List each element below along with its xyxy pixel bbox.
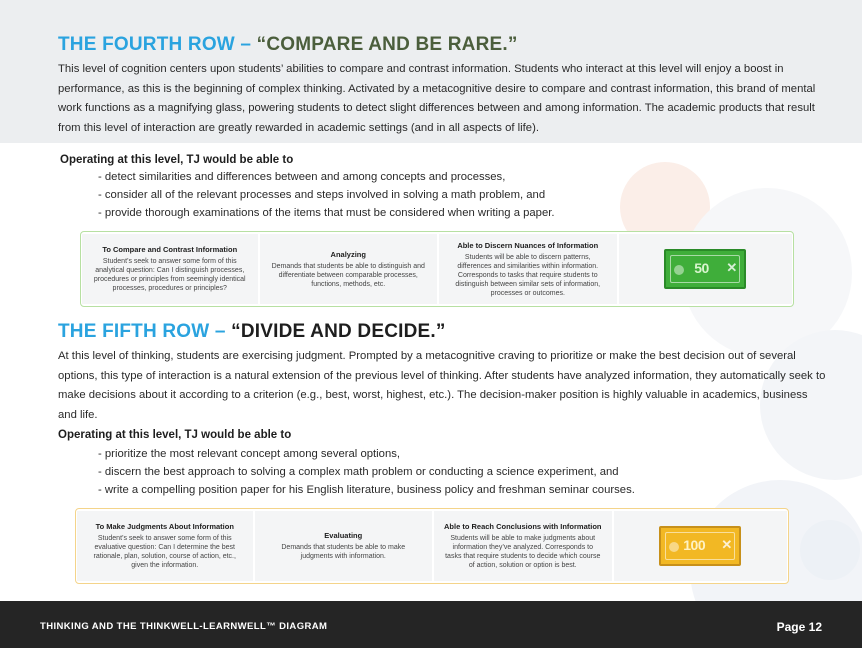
fourth-row-heading-label: THE FOURTH ROW – (58, 34, 257, 55)
table-cell-bill (614, 511, 788, 581)
table-cell (255, 511, 433, 581)
fourth-row-paragraph: This level of cognition centers upon students’ abilities to compare and contrast information. Students who interact at this level will enjoy a boost in performance, as this is the beginning of complex thinking. Activated by a metacognitive desire to compare and contrast information, this brand of mental work functions as a magnifying glass, powering students to detect slight differences between and among information. The academic products that result from this level of interaction are greatly rewarded in academic settings (and in all aspects of life). (58, 63, 816, 134)
cell-title: To Compare and Contrast Information (102, 245, 238, 254)
fifth-bullet-list (98, 445, 635, 499)
table-cell (260, 234, 438, 304)
table-cell (439, 234, 617, 304)
bill-mark-icon: ✕ (721, 537, 733, 552)
bill-value: 50 (694, 260, 709, 276)
footer-title: THINKING AND THE THINKWELL-LEARNWELL™ DIAGRAM (40, 621, 328, 632)
hundred-dollar-bill-icon (659, 526, 741, 566)
cell-title: Able to Reach Conclusions with Information (444, 522, 602, 531)
fourth-row-heading (58, 34, 518, 56)
table-cell (434, 511, 612, 581)
fifth-row-table (75, 508, 789, 584)
cell-title: Able to Discern Nuances of Information (457, 240, 599, 250)
cell-title: Evaluating (324, 531, 363, 540)
cell-title: To Make Judgments About Information (95, 522, 234, 531)
list-item: - consider all of the relevant processes and steps involved in solving a math problem, and (98, 189, 546, 201)
cell-body: Students will be able to discern patterns, differences and similarities within information. Corresponds to tasks that require students to distinguish between similar sets of information, processes or outcomes. (455, 253, 601, 297)
fourth-bullet-list (98, 168, 555, 222)
cell-body: Student’s seek to answer some form of this evaluative question: Can I determine the best rationale, plan, solution, course of action, etc., given the information. (93, 535, 236, 569)
table-cell (82, 234, 258, 304)
fourth-row-heading-quote: “COMPARE AND BE RARE.” (256, 34, 518, 55)
fourth-operating-label: Operating at this level, TJ would be able to (60, 154, 294, 166)
fifth-row-heading-label: THE FIFTH ROW – (58, 321, 232, 342)
page-footer (0, 601, 862, 648)
cell-body: Demands that students be able to distinguish and differentiate between comparable processes, functions, methods, etc. (271, 262, 425, 288)
table-cell-bill (619, 234, 793, 304)
list-item: - detect similarities and differences between and among concepts and processes, (98, 171, 506, 183)
fifth-row-heading-quote: “DIVIDE AND DECIDE.” (231, 321, 446, 342)
table-cell (77, 511, 253, 581)
cell-body: Demands that students be able to make judgments with information. (281, 544, 406, 560)
list-item: - provide thorough examinations of the items that must be considered when writing a paper. (98, 207, 555, 219)
list-item: - write a compelling position paper for his English literature, business policy and freshman seminar courses. (98, 484, 635, 496)
bill-value: 100 (683, 537, 706, 553)
list-item: - prioritize the most relevant concept among several options, (98, 448, 401, 460)
list-item: - discern the best approach to solving a complex math problem or conducting a science experiment, and (98, 466, 619, 478)
fifty-dollar-bill-icon (664, 249, 746, 289)
page-number: Page 12 (776, 620, 822, 634)
cell-body: Students will be able to make judgments about information they’ve analyzed. Corresponds to tasks that require students to decide which course of action, solution or option is best. (445, 535, 601, 569)
fourth-row-table (80, 231, 794, 307)
bill-mark-icon: ✕ (726, 260, 738, 275)
fifth-row-heading (58, 321, 446, 343)
fifth-row-paragraph: At this level of thinking, students are exercising judgment. Prompted by a metacognitive craving to prioritize or make the best decision out of several options, this type of interaction is a natural extension of the previous level of thinking. After students have analyzed information, they automatically seek to make decisions about it according to a criterion (e.g., best, worst, highest, etc.). The decision-maker position is highly valuable in academics, business and life. (58, 350, 826, 421)
cell-title: Analyzing (330, 249, 366, 259)
cell-body: Student’s seek to answer some form of this analytical question: Can I distinguish processes, procedures or principles from seemingly identical processes, procedures or principles? (93, 258, 246, 292)
fifth-operating-label: Operating at this level, TJ would be able to (58, 429, 292, 441)
decorative-circle (800, 520, 860, 580)
